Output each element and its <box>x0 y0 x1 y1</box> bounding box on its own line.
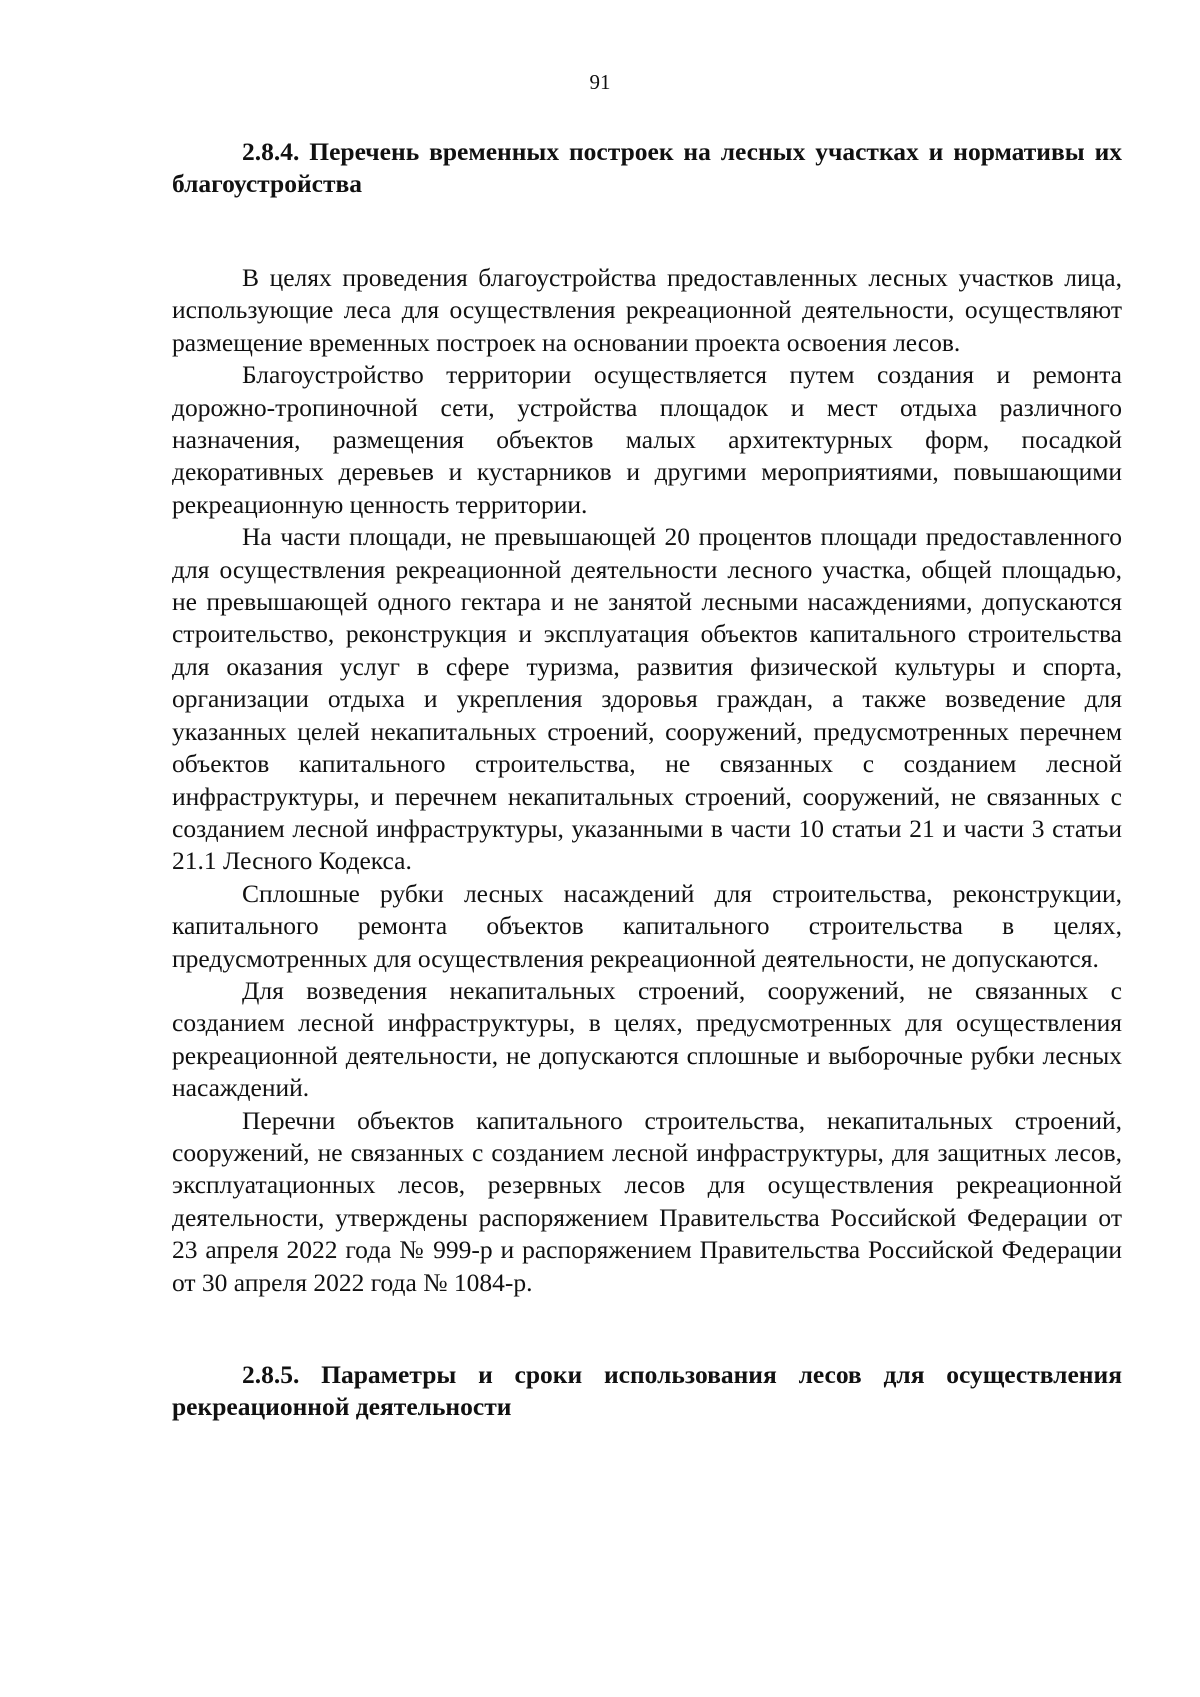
section-number: 2.8.5. <box>242 1360 300 1389</box>
section-heading-2-8-5 <box>172 1359 1122 1423</box>
section-title: Перечень временных построек на лесных участках и нормативы их благоустройства <box>172 137 1123 198</box>
paragraph-landscaping-methods: Благоустройство территории осуществляется путем создания и ремонта дорожно-тропиночной сети, устройства площадок и мест отдыха различного назначения, размещения объектов малых архитектурных форм, посадкой декоративных деревьев и кустарников и другими мероприятиями, повышающими рекреационную ценность территории. <box>172 360 1122 519</box>
page-content <box>172 136 1122 1423</box>
section-heading-2-8-4 <box>172 136 1122 200</box>
section-title: Параметры и сроки использования лесов для осуществления рекреационной деятельности <box>172 1360 1122 1421</box>
page-number: 91 <box>589 70 611 94</box>
paragraph-clear-cutting-prohibited: Сплошные рубки лесных насаждений для строительства, реконструкции, капитального ремонта объектов капитального строительства в целях, предусмотренных для осуществления рекреационной деятельности, не допускаются. <box>172 878 1122 973</box>
paragraph-government-orders: Перечни объектов капитального строительства, некапитальных строений, сооружений, не связанных с созданием лесной инфраструктуры, для защитных лесов, эксплуатационных лесов, резервных лесов для осуществления рекреационной деятельности, утверждены распоряжением Правительства Российской Федерации от 23 апреля 2022 года № 999-р и распоряжением Правительства Российской Федерации от 30 апреля 2022 года № 1084-р. <box>172 1105 1122 1297</box>
paragraph-construction-allowance: На части площади, не превышающей 20 процентов площади предоставленного для осуществления рекреационной деятельности лесного участка, общей площадью, не превышающей одного гектара и не занятой лесными насаждениями, допускаются строительство, реконструкция и эксплуатация объектов капитального строительства для оказания услуг в сфере туризма, развития физической культуры и спорта, организации отдыха и укрепления здоровья граждан, а также возведение для указанных целей некапитальных строений, сооружений, предусмотренных перечнем объектов капитального строительства, не связанных с созданием лесной инфраструктуры, и перечнем некапитальных строений, сооружений, не связанных с созданием лесной инфраструктуры, указанными в части 10 статьи 21 и части 3 статьи 21.1 Лесного Кодекса. <box>172 522 1122 876</box>
paragraph-temporary-structures-cutting: Для возведения некапитальных строений, сооружений, не связанных с созданием лесной инфраструктуры, в целях, предусмотренных для осуществления рекреационной деятельности, не допускаются сплошные и выборочные рубки лесных насаждений. <box>172 975 1122 1103</box>
paragraph-landscaping-purpose: В целях проведения благоустройства предоставленных лесных участков лица, использующие леса для осуществления рекреационной деятельности, осуществляют размещение временных построек на основании проекта освоения лесов. <box>172 263 1122 357</box>
section-number: 2.8.4. <box>242 137 300 166</box>
